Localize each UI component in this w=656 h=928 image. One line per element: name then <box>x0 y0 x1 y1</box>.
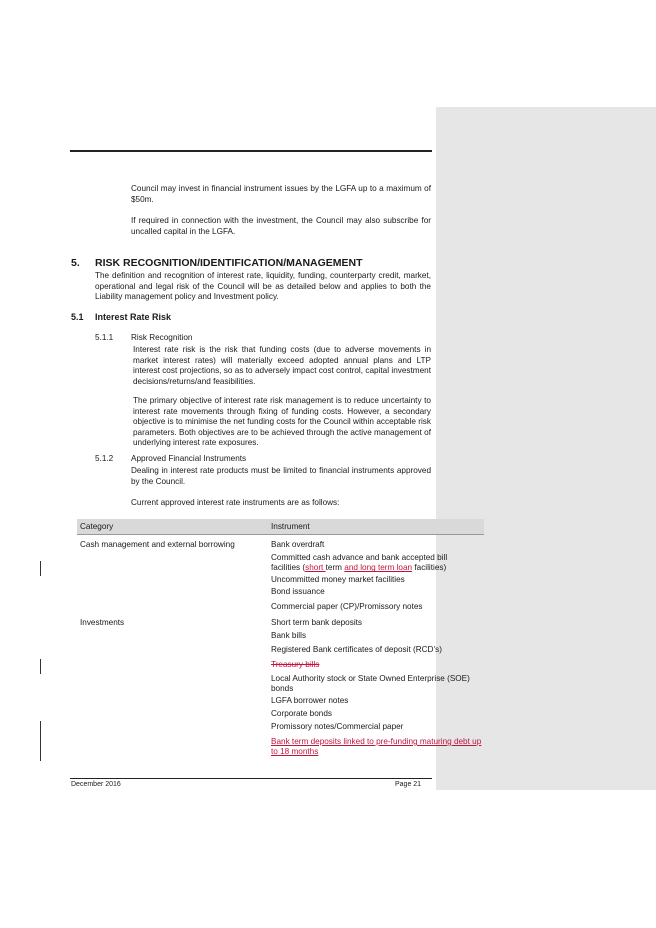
committed-text-start: Committed cash advance and bank accepted bill facilities ( <box>271 553 448 573</box>
instrument-short-term-deposits: Short term bank deposits <box>271 618 363 627</box>
instrument-lgfa-borrower-notes: LGFA borrower notes <box>271 696 349 705</box>
inserted-text-short: short <box>305 563 326 573</box>
section-5-number: 5. <box>71 257 80 269</box>
header-category: Category <box>80 522 114 531</box>
intro-paragraph-1: Council may invest in financial instrument issues by the LGFA up to a maximum of $50m. <box>131 184 431 204</box>
section-5-1-2-title: Approved Financial Instruments <box>131 454 247 463</box>
instrument-uncommitted-money-market: Uncommitted money market facilities <box>271 575 405 584</box>
instrument-bond-issuance: Bond issuance <box>271 587 325 596</box>
instrument-treasury-bills-deleted: Treasury bills <box>271 660 320 669</box>
change-bar <box>40 721 41 761</box>
inserted-text-long-term-loan: and long term loan <box>344 563 413 573</box>
instrument-bank-overdraft: Bank overdraft <box>271 540 325 549</box>
instrument-promissory-notes: Promissory notes/Commercial paper <box>271 722 404 731</box>
section-5-1-title: Interest Rate Risk <box>95 312 172 322</box>
change-bar <box>40 659 41 674</box>
footer-page-number: Page 21 <box>395 781 422 788</box>
risk-recognition-paragraph-1: Interest rate risk is the risk that funding costs (due to adverse movements in market interest rates) will materially exceed adopted annual plans and LTP interest cost projections, so as to adversely impact cost control, capital investment decisions/returns/and feasibilities. <box>133 345 431 386</box>
instrument-rcd: Registered Bank certificates of deposit (RCD’s) <box>271 645 442 654</box>
section-5-body: The definition and recognition of interest rate, liquidity, funding, counterparty credit, market, operational and legal risk of the Council will be as detailed below and applies to both the Liability management policy and Investment policy. <box>95 271 431 302</box>
table-header <box>77 519 484 535</box>
section-5-1-1-title: Risk Recognition <box>131 333 193 342</box>
footer-rule <box>70 778 432 779</box>
footer-date: December 2016 <box>71 781 121 788</box>
instrument-committed-cash-advance <box>271 553 471 574</box>
instrument-corporate-bonds: Corporate bonds <box>271 709 332 718</box>
committed-text-term: term <box>325 563 345 573</box>
section-5-title: RISK RECOGNITION/IDENTIFICATION/MANAGEMENT <box>95 257 363 269</box>
header-instrument: Instrument <box>271 522 310 531</box>
risk-recognition-paragraph-2: The primary objective of interest rate risk management is to reduce uncertainty to interest rate movements through fixing of funding costs. However, a secondary objective is to minimise the net funding costs for the Council within acceptable risk parameters. Both objectives are to be achieved through the active management of underlying interest rate exposures. <box>133 396 431 448</box>
instrument-bank-bills: Bank bills <box>271 631 307 640</box>
change-bar <box>40 561 41 576</box>
header-rule <box>70 150 432 152</box>
instrument-commercial-paper: Commercial paper (CP)/Promissory notes <box>271 602 423 611</box>
intro-paragraph-2: If required in connection with the investment, the Council may also subscribe for uncalled capital in the LGFA. <box>131 216 431 236</box>
instrument-bank-term-deposits-inserted: Bank term deposits linked to pre-funding maturing debt up to 18 months <box>271 737 482 757</box>
section-5-1-2-number: 5.1.2 <box>95 454 114 463</box>
committed-text-end: facilities) <box>412 563 447 573</box>
category-cash-management: Cash management and external borrowing <box>80 540 235 549</box>
section-5-1-number: 5.1 <box>71 312 84 322</box>
current-instruments-intro: Current approved interest rate instruments are as follows: <box>131 498 340 507</box>
section-5-1-1-number: 5.1.1 <box>95 333 114 342</box>
category-investments: Investments <box>80 618 125 627</box>
instrument-local-authority-stock: Local Authority stock or State Owned Enterprise (SOE) bonds <box>271 674 470 694</box>
approved-instruments-paragraph: Dealing in interest rate products must be limited to financial instruments approved by the Council. <box>131 466 431 486</box>
